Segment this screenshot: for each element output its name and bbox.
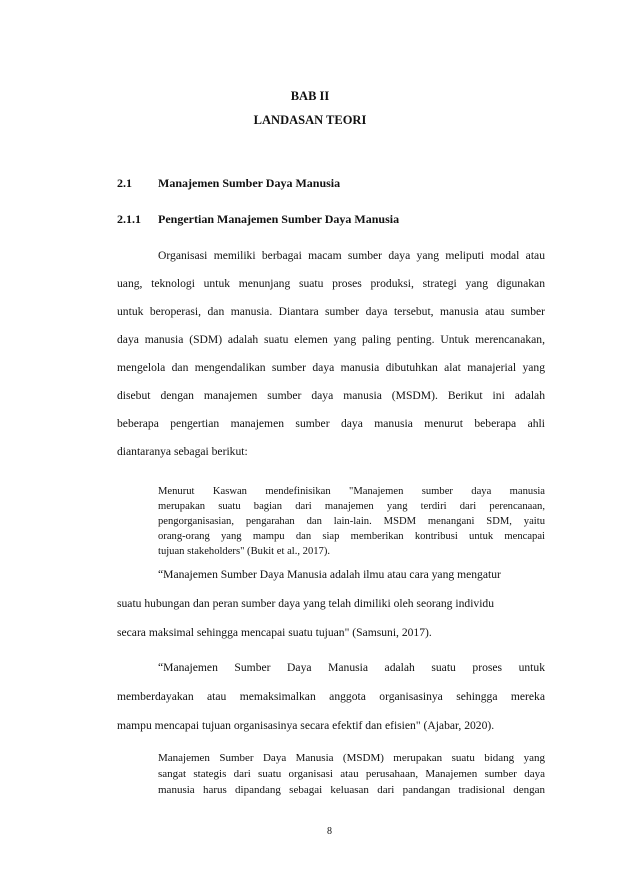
section-number: 2.1: [117, 176, 132, 190]
quote-line: sangat stategis dari suatu organisasi atau perusahaan, Manajemen sumber daya: [158, 768, 545, 780]
paragraph-line: secara maksimal sehingga mencapai suatu tujuan" (Samsuni, 2017).: [117, 626, 432, 639]
subsection-title: Pengertian Manajemen Sumber Daya Manusia: [158, 212, 400, 226]
paragraph-line: untuk beroperasi, dan manusia. Diantara sumber daya tersebut, manusia atau sumber: [117, 305, 545, 318]
paragraph-line: disebut dengan manajemen sumber daya manusia (MSDM). Berikut ini adalah: [117, 389, 545, 402]
chapter-label: BAB II: [290, 89, 330, 103]
quote-line: pengorganisasian, pengarahan dan lain-lain. MSDM menangani SDM, yaitu: [158, 516, 545, 527]
chapter-title: LANDASAN TEORI: [253, 113, 367, 127]
paragraph-line: Organisasi memiliki berbagai macam sumber daya yang meliputi modal atau: [158, 249, 545, 262]
paragraph-line: daya manusia (SDM) adalah suatu elemen yang paling penting. Untuk merencanakan,: [117, 333, 545, 346]
section-title: Manajemen Sumber Daya Manusia: [158, 176, 341, 190]
quote-line: manusia harus dipandang sebagai keluasan dari pandangan tradisional dengan: [158, 784, 545, 796]
quote-line: tujuan stakeholders" (Bukit et al., 2017).: [158, 546, 331, 557]
paragraph-line: “Manajemen Sumber Daya Manusia adalah suatu proses untuk: [158, 661, 545, 674]
paragraph-line: uang, teknologi untuk menunjang suatu proses produksi, strategi yang digunakan: [117, 277, 545, 290]
paragraph-line: memberdayakan atau memaksimalkan anggota organisasinya sehingga mereka: [117, 690, 545, 703]
paragraph-line: suatu hubungan dan peran sumber daya yang telah dimiliki oleh seorang individu: [117, 597, 495, 610]
paragraph-line: “Manajemen Sumber Daya Manusia adalah ilmu atau cara yang mengatur: [158, 568, 501, 581]
paragraph-line: beberapa pengertian manajemen sumber daya manusia menurut beberapa ahli: [117, 417, 545, 430]
quote-line: merupakan suatu bagian dari manajemen yang terdiri dari perencanaan,: [158, 501, 545, 512]
paragraph-line: diantaranya sebagai berikut:: [117, 445, 248, 458]
paragraph-line: mengelola dan mengendalikan sumber daya manusia dibutuhkan alat manajerial yang: [117, 361, 545, 374]
subsection-number: 2.1.1: [117, 212, 141, 226]
quote-line: orang-orang yang mampu dan siap memberikan kontribusi untuk mencapai: [158, 531, 545, 542]
quote-line: Menurut Kaswan mendefinisikan "Manajemen sumber daya manusia: [158, 486, 545, 497]
quote-line: Manajemen Sumber Daya Manusia (MSDM) merupakan suatu bidang yang: [158, 752, 545, 764]
page-number: 8: [327, 826, 332, 837]
paragraph-line: mampu mencapai tujuan organisasinya secara efektif dan efisien" (Ajabar, 2020).: [117, 719, 495, 732]
